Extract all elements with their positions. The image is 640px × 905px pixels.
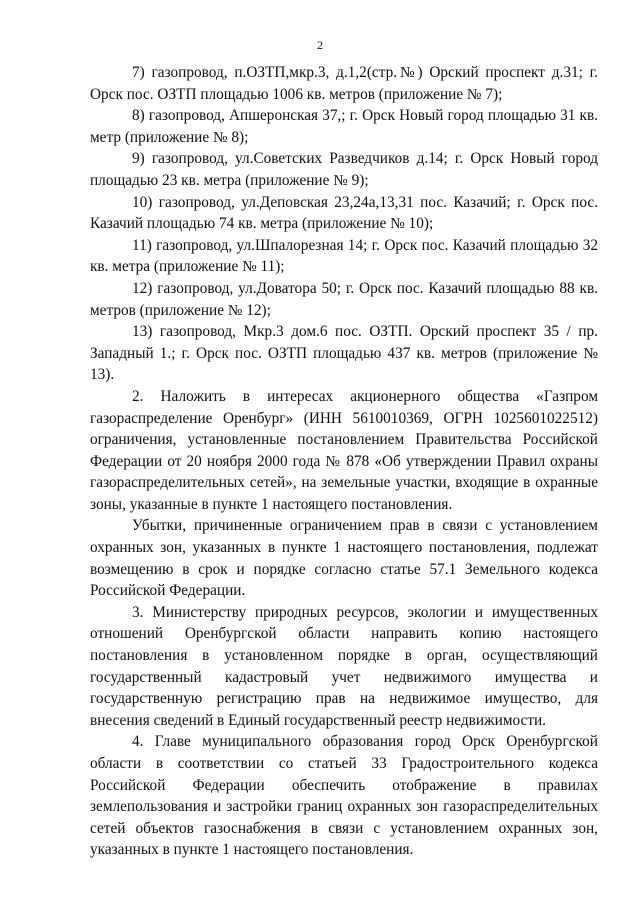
- document-body: [90, 62, 598, 861]
- clause-2-damages: Убытки, причиненные ограничением прав в связи с установлением охранных зон, указанных в пункте 1 настоящего постановления, подлежат возмещению в срок и порядке согласно статье 57.1 Земельного кодекса Российской Федерации.: [90, 517, 598, 600]
- list-item-12-pipeline: 12) газопровод, ул.Доватора 50; г. Орск пос. Казачий площадью 88 кв. метров (приложение № 12);: [90, 279, 598, 319]
- clause-4-municipality: 4. Главе муниципального образования город Орск Оренбургской области в соответствии со статьей 33 Градостроительного кодекса Российской Федерации обеспечить отображение в правилах землепользования и застройки границ охранных зон газораспределительных сетей объектов газоснабжения в связи с установлением охранных зон, указанных в пункте 1 настоящего постановления.: [90, 733, 598, 859]
- list-item-11-pipeline: 11) газопровод, ул.Шпалорезная 14; г. Орск пос. Казачий площадью 32 кв. метра (приложение № 11);: [90, 236, 598, 276]
- list-item-10-pipeline: 10) газопровод, ул.Деповская 23,24а,13,31 пос. Казачий; г. Орск пос. Казачий площадью 74 кв. метра (приложение № 10);: [90, 193, 598, 233]
- list-item-9-pipeline: 9) газопровод, ул.Советских Разведчиков д.14; г. Орск Новый город площадью 23 кв. метра (приложение № 9);: [90, 150, 598, 189]
- list-item-7-pipeline: 7) газопровод, п.ОЗТП,мкр.3, д.1,2(стр.№) Орский проспект д.31; г. Орск пос. ОЗТП площадью 1006 кв. метров (приложение № 7);: [90, 64, 598, 103]
- clause-3-ministry: 3. Министерству природных ресурсов, экологии и имущественных отношений Оренбургской области направить копию настоящего постановления в установленном порядке в орган, осуществляющий государственный кадастровый учет недвижимого имущества и государственную регистрацию прав на недвижимое имущество, для внесения сведений в Единый государственный реестр недвижимости.: [90, 603, 598, 729]
- list-item-8-pipeline: 8) газопровод, Апшеронская 37,; г. Орск Новый город площадью 31 кв. метр (приложение № 8);: [90, 107, 598, 146]
- clause-2-restrictions: 2. Наложить в интересах акционерного общества «Газпром газораспределение Оренбург» (ИНН 5610010369, ОГРН 1025601022512) ограничения, установленные постановлением Правительства Российской Федерации от 20 ноября 2000 года № 878 «Об утверждении Правил охраны газораспределительных сетей», на земельные участки, входящие в охранные зоны, указанные в пункте 1 настоящего постановления.: [90, 387, 598, 513]
- page-number: 2: [317, 38, 323, 52]
- list-item-13-pipeline: 13) газопровод, Мкр.3 дом.6 пос. ОЗТП. Орский проспект 35 / пр. Западный 1.; г. Орск пос. ОЗТП площадью 437 кв. метров (приложение № 13).: [90, 323, 598, 384]
